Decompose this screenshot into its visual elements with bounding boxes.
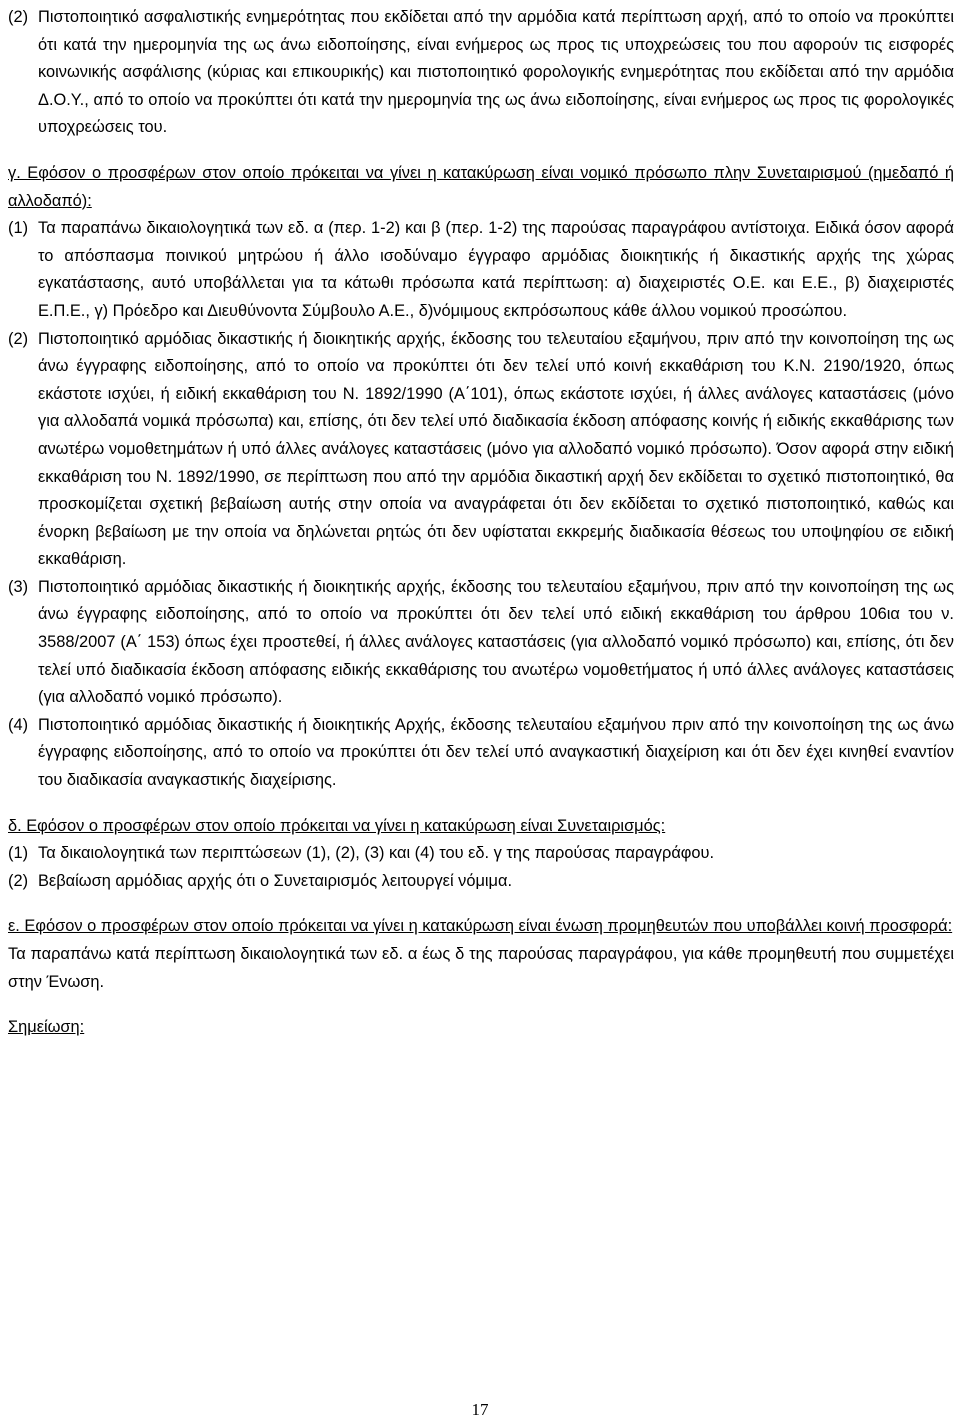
section-d-heading-text: δ. Εφόσον ο προσφέρων στον οποίο πρόκειται να γίνει η κατακύρωση είναι Συνεταιρισμός: (8, 816, 666, 835)
section-d-heading (8, 813, 954, 841)
section-g-item-2 (8, 326, 954, 574)
section-e-heading-text: ε. Εφόσον ο προσφέρων στον οποίο πρόκειται να γίνει η κατακύρωση είναι ένωση προμηθευτών που υποβάλλει κοινή προσφορά: (8, 917, 953, 936)
page-number: 17 (471, 1400, 489, 1419)
section-g-heading (8, 160, 954, 215)
section-d-item-2 (8, 868, 954, 896)
section-g-item-4 (8, 712, 954, 795)
section-d-item-1 (8, 840, 954, 868)
item-number: (1) (8, 844, 29, 863)
item-number: (3) (8, 577, 29, 596)
document-page (8, 4, 954, 1042)
item-number: (2) (8, 871, 29, 890)
item-text: Τα παραπάνω δικαιολογητικά των εδ. α (περ. 1-2) και β (περ. 1-2) της παρούσας παραγράφου αντίστοιχα. Ειδικά όσον αφορά το απόσπασμα ποινικού μητρώου ή άλλο ισοδύναμο έγγραφο αρμόδιας διοικητικής ή δικαστικής αρχής της χώρας εγκατάστασης, αυτό υποβάλλεται για τα κάτωθι πρόσωπα κατά περίπτωση: α) διαχειριστές Ο.Ε. και Ε.Ε., β) διαχειριστές Ε.Π.Ε., γ) Πρόεδρο και Διευθύνοντα Σύμβουλο Α.Ε., δ)νόμιμους εκπρόσωπους κάθε άλλου νομικού προσώπου. (38, 219, 954, 320)
item-text: Πιστοποιητικό ασφαλιστικής ενημερότητας που εκδίδεται από την αρμόδια κατά περίπτωση αρχή, από το οποίο να προκύπτει ότι κατά την ημερομηνία της ως άνω ειδοποίησης, είναι ενήμερος ως προς τις υποχρεώσεις του που αφορούν τις εισφορές κοινωνικής ασφάλισης (κύριας και επικουρικής) και πιστοποιητικό φορολογικής ενημερότητας που εκδίδεται από την αρμόδια Δ.Ο.Υ., από το οποίο να προκύπτει ότι κατά την ημερομηνία της ως άνω ειδοποίησης, είναι ενήμερος ως προς τις φορολογικές υποχρεώσεις του. (38, 8, 954, 137)
item-text: Πιστοποιητικό αρμόδιας δικαστικής ή διοικητικής Αρχής, έκδοσης τελευταίου εξαμήνου πριν από την κοινοποίηση της ως άνω έγγραφης ειδοποίησης, από το οποίο να προκύπτει ότι δεν τελεί υπό αναγκαστική διαχείριση και ότι δεν έχει κινηθεί εναντίον του διαδικασία αναγκαστικής διαχείρισης. (38, 715, 954, 790)
item-text: Πιστοποιητικό αρμόδιας δικαστικής ή διοικητικής αρχής, έκδοσης του τελευταίου εξαμήνου, πριν από την κοινοποίηση της ως άνω έγγραφης ειδοποίησης, από το οποίο να προκύπτει ότι δεν τελεί υπό κοινή εκκαθάριση του Κ.Ν. 2190/1920, όπως εκάστοτε ισχύει, ή ειδική εκκαθάριση του Ν. 1892/1990 (Α΄101), όπως εκάστοτε ισχύει, ή άλλες ανάλογες καταστάσεις (μόνο για αλλοδαπά νομικά πρόσωπα) και, επίσης, ότι δεν τελεί υπό διαδικασία έκδοση απόφασης κοινής ή ειδικής εκκαθάρισης των ανωτέρω νομοθετημάτων ή υπό άλλες ανάλογες καταστάσεις (μόνο για αλλοδαπό νομικό πρόσωπο). Όσον αφορά στην ειδική εκκαθάριση του Ν. 1892/1990, σε περίπτωση που από την αρμόδια δικαστική αρχή δεν εκδίδεται το σχετικό πιστοποιητικό, θα προσκομίζεται σχετική βεβαίωση αυτής στην οποία να αναγράφεται ότι δεν εκδίδεται το σχετικό πιστοποιητικό, καθώς και ένορκη βεβαίωση με την οποία να δηλώνεται ρητώς ότι δεν υφίσταται εκκρεμής διαδικασία θέσεως του υποψηφίου σε ειδική εκκαθάριση. (38, 329, 954, 569)
item-number: (4) (8, 715, 29, 734)
item-text: Βεβαίωση αρμόδιας αρχής ότι ο Συνεταιρισμός λειτουργεί νόμιμα. (38, 871, 513, 890)
item-number: (1) (8, 219, 29, 238)
item-c2 (8, 4, 954, 142)
section-e-text: Τα παραπάνω κατά περίπτωση δικαιολογητικά των εδ. α έως δ της παρούσας παραγράφου, για κάθε προμηθευτή που συμμετέχει στην Ένωση. (8, 945, 954, 991)
section-e-heading (8, 913, 954, 941)
item-number: (2) (8, 329, 29, 348)
item-text: Τα δικαιολογητικά των περιπτώσεων (1), (2), (3) και (4) του εδ. γ της παρούσας παραγράφου. (38, 844, 715, 863)
item-number: (2) (8, 8, 29, 26)
note-label (8, 1014, 954, 1042)
section-g-item-1 (8, 215, 954, 325)
section-g-item-3 (8, 574, 954, 712)
note-label-text: Σημείωση: (8, 1018, 85, 1037)
item-text: Πιστοποιητικό αρμόδιας δικαστικής ή διοικητικής αρχής, έκδοσης του τελευταίου εξαμήνου, πριν από την κοινοποίηση της ως άνω έγγραφης ειδοποίησης, από το οποίο να προκύπτει ότι δεν τελεί υπό ειδική εκκαθάριση του άρθρου 106ια του ν. 3588/2007 (Α΄ 153) όπως έχει προστεθεί, ή άλλες ανάλογες καταστάσεις (για αλλοδαπό νομικό πρόσωπο) και, επίσης, ότι δεν τελεί υπό διαδικασία έκδοση απόφασης ειδικής εκκαθάρισης του ανωτέρω νομοθετήματος ή υπό άλλες ανάλογες καταστάσεις (για αλλοδαπό νομικό πρόσωπο). (38, 577, 954, 707)
section-g-heading-text: γ. Εφόσον ο προσφέρων στον οποίο πρόκειται να γίνει η κατακύρωση είναι νομικό πρόσωπο πλην Συνεταιρισμού (ημεδαπό ή αλλοδαπό): (8, 163, 954, 210)
